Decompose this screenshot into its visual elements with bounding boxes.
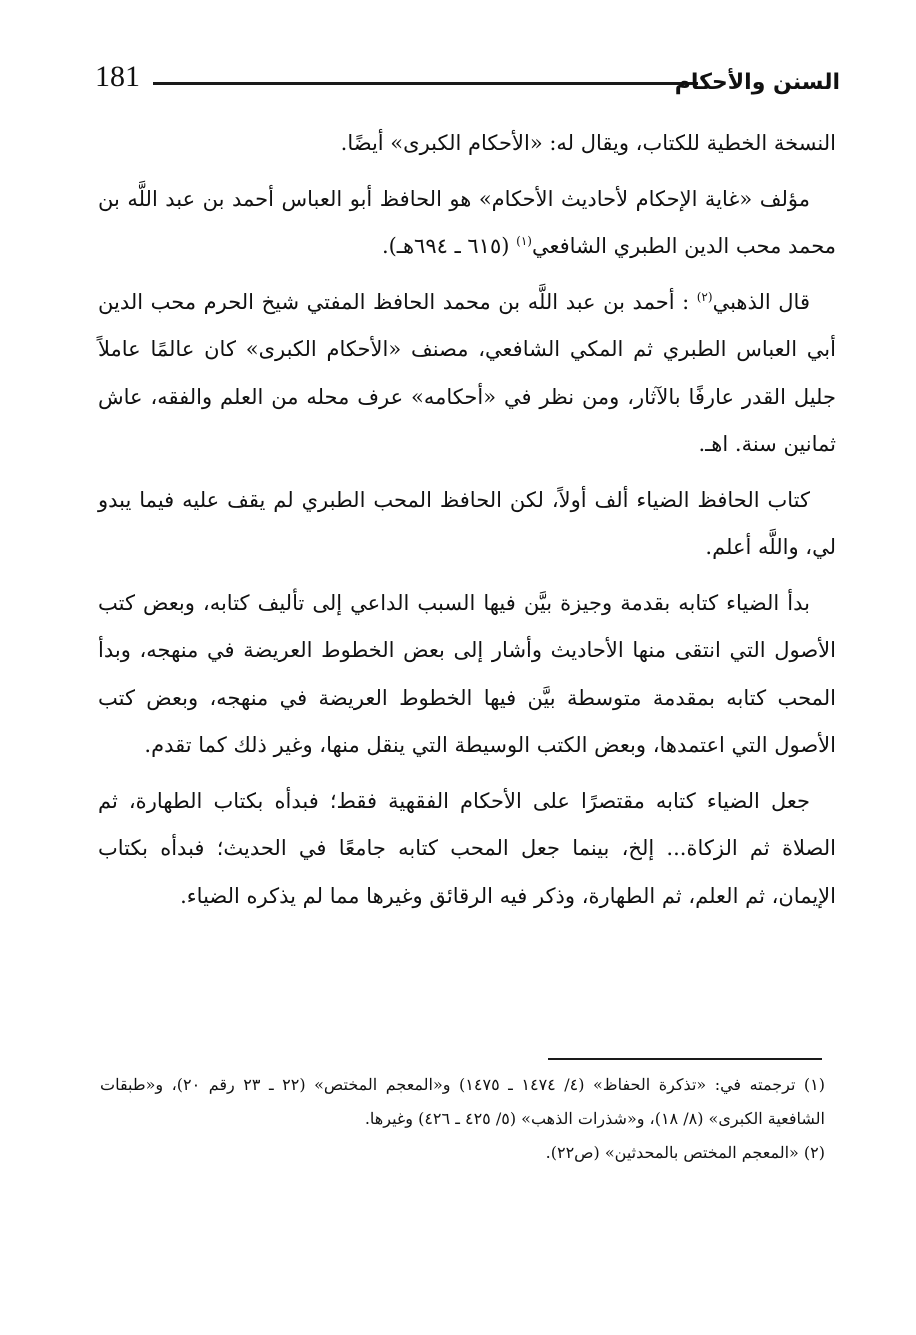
paragraph-2-text-before: مؤلف «غاية الإحكام لأحاديث الأحكام» هو الحافظ أبو العباس أحمد بن عبد اللَّه بن محمد محب الدين الطبري الشافعي: [98, 186, 836, 258]
paragraph-1: النسخة الخطية للكتاب، ويقال له: «الأحكام الكبرى» أيضًا.: [340, 131, 836, 155]
running-title: السنن والأحكام: [674, 70, 840, 95]
paragraph-4: كتاب الحافظ الضياء ألف أولاً، لكن الحافظ المحب الطبري لم يقف عليه فيما يبدو لي، واللَّه أعلم.: [98, 487, 836, 559]
footnote-separator: [548, 1058, 822, 1060]
paragraph-5: بدأ الضياء كتابه بقدمة وجيزة بيَّن فيها السبب الداعي إلى تأليف كتابه، وبعض كتب الأصول التي انتقى منها الأحاديث وأشار إلى بعض الخطوط العريضة في منهجه، وبدأ المحب كتابه بمقدمة متوسطة بيَّن فيها الخطوط العريضة في منهجه، وبعض كتب الأصول التي اعتمدها، وبعض الكتب الوسيطة التي ينقل منها، وغير ذلك كما تقدم.: [98, 590, 836, 757]
header-rule: [153, 82, 698, 85]
footnote-marker-2[interactable]: (٢): [696, 289, 713, 304]
running-header: [95, 60, 840, 110]
paragraph-3: [98, 279, 836, 469]
footnotes: [100, 1068, 825, 1170]
page-number: 181: [95, 60, 140, 93]
paragraph-2: [98, 176, 836, 271]
paragraph-3-text-after: : أحمد بن عبد اللَّه بن محمد الحافظ المفتي شيخ الحرم محب الدين أبي العباس الطبري ثم المكي الشافعي، مصنف «الأحكام الكبرى» كان عالمًا عاملاً جليل القدر عارفًا بالآثار، ومن نظر في «أحكامه» عرف محله من العلم والفقه، عاش ثمانين سنة. اهـ.: [98, 289, 836, 456]
paragraph-3-text-before: قال الذهبي: [712, 289, 810, 314]
body-text: [98, 120, 836, 928]
footnote-marker-1[interactable]: (١): [516, 234, 532, 248]
paragraph-6: جعل الضياء كتابه مقتصرًا على الأحكام الفقهية فقط؛ فبدأه بكتاب الطهارة، ثم الصلاة ثم الزكاة... إلخ، بينما جعل المحب كتابه جامعًا في الحديث؛ فبدأه بكتاب الإيمان، ثم العلم، ثم الطهارة، وذكر فيه الرقائق وغيرها مما لم يذكره الضياء.: [98, 788, 836, 908]
footnote-2: (٢) «المعجم المختص بالمحدثين» (ص٢٢).: [545, 1143, 825, 1162]
paragraph-2-text-after: (٦١٥ ـ ٦٩٤هـ).: [381, 234, 517, 258]
footnote-1: (١) ترجمته في: «تذكرة الحفاظ» (٤/ ١٤٧٤ ـ ١٤٧٥) و«المعجم المختص» (٢٢ ـ ٢٣ رقم ٢٠)، و«طبقات الشافعية الكبرى» (٨/ ١٨)، و«شذرات الذهب» (٥/ ٤٢٥ ـ ٤٢٦) وغيرها.: [100, 1075, 826, 1128]
